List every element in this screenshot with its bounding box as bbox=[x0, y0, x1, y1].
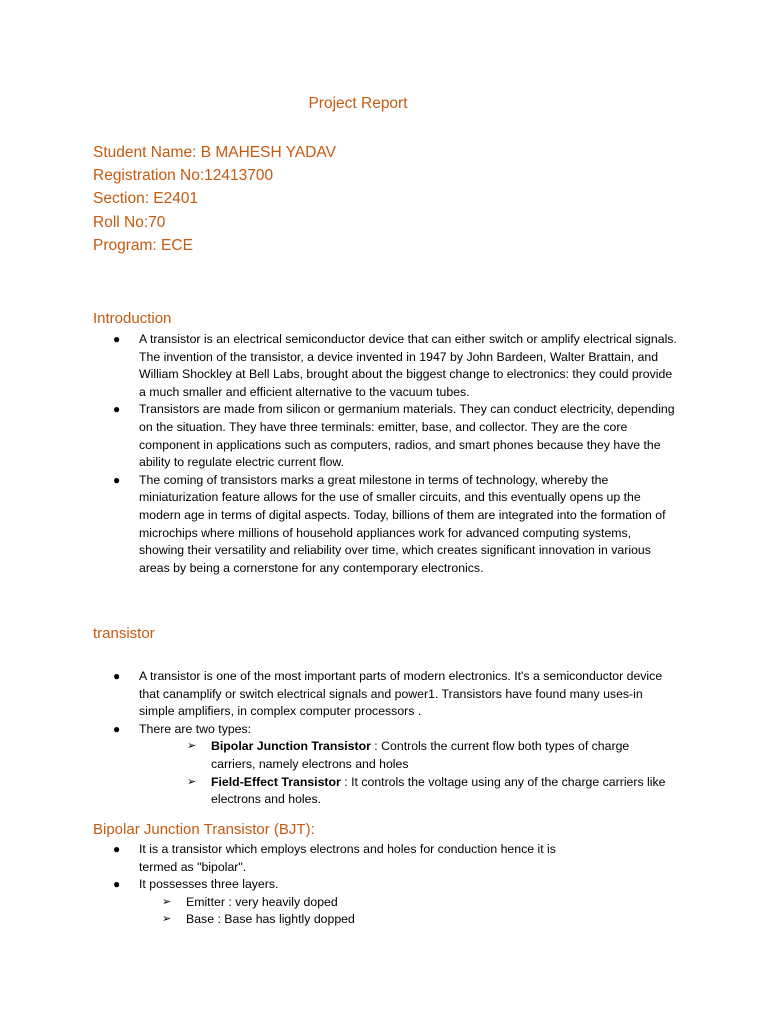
type-name: Bipolar Junction Transistor bbox=[211, 739, 371, 754]
list-item-text: A transistor is an electrical semiconductor device that can either switch or amplify electrical signals. The invention of the transistor, a device invented in 1947 by John Bardeen, Walter Brattain, and William Shockley at Bell Labs, brought about the biggest change to electronics: they could provide a much smaller and efficient alternative to the vacuum tubes. bbox=[139, 332, 677, 399]
layer-text: Base : Base has lightly dopped bbox=[186, 912, 355, 927]
bullet-dot-icon: ● bbox=[113, 669, 121, 683]
student-info bbox=[93, 141, 336, 257]
program: Program: ECE bbox=[93, 236, 193, 254]
type-name: Field-Effect Transistor bbox=[211, 774, 341, 789]
list-item bbox=[113, 841, 683, 876]
list-item-text: The coming of transistors marks a great milestone in terms of technology, whereby the miniaturization feature allows for the use of smaller circuits, and this eventually opens up the modern age in terms of digital aspects. Today, billions of them are integrated into the formation of microchips where millions of household appliances work for advanced computing systems, showing their versatility and reliability over time, which creates significant innovation in various areas by being a cornerstone for any contemporary electronics. bbox=[139, 472, 666, 575]
arrow-bullet-icon: ➢ bbox=[162, 913, 172, 926]
sub-list-item bbox=[113, 911, 683, 929]
introduction-list bbox=[113, 331, 683, 577]
type-description: : It controls the voltage using any of the charge carriers like electrons and holes. bbox=[211, 774, 666, 807]
type-description: : Controls the current flow both types of charge carriers, namely electrons and holes bbox=[211, 739, 630, 771]
list-item-text: There are two types: bbox=[139, 721, 252, 736]
list-item bbox=[113, 331, 683, 401]
bjt-list bbox=[113, 841, 683, 929]
list-item-text: It possesses three layers. bbox=[139, 877, 279, 892]
list-item-text: It is a transistor which employs electrons and holes for conduction hence it is termed as "bipolar". bbox=[139, 842, 556, 874]
bullet-dot-icon: ● bbox=[113, 842, 121, 856]
arrow-bullet-icon: ➢ bbox=[187, 775, 197, 788]
sub-list-item bbox=[113, 894, 683, 912]
layer-text: Emitter : very heavily doped bbox=[186, 894, 338, 909]
bullet-dot-icon: ● bbox=[113, 721, 121, 736]
sub-list-item bbox=[113, 738, 683, 773]
roll-number: Roll No:70 bbox=[93, 213, 166, 231]
registration-number: Registration No:12413700 bbox=[93, 167, 274, 185]
list-item bbox=[113, 721, 683, 739]
bullet-dot-icon: ● bbox=[113, 472, 121, 487]
bullet-dot-icon: ● bbox=[113, 877, 121, 892]
list-item bbox=[113, 401, 683, 471]
student-name: Student Name: B MAHESH YADAV bbox=[93, 144, 336, 161]
list-item bbox=[113, 876, 683, 894]
list-item bbox=[113, 472, 683, 578]
transistor-heading: transistor bbox=[93, 625, 155, 642]
introduction-heading: Introduction bbox=[93, 310, 172, 327]
list-item bbox=[113, 668, 683, 721]
transistor-list bbox=[113, 668, 683, 809]
bullet-dot-icon: ● bbox=[113, 402, 121, 417]
bullet-dot-icon: ● bbox=[113, 332, 121, 346]
list-item-text: A transistor is one of the most important parts of modern electronics. It's a semiconductor device that canamplify or switch electrical signals and power1. Transistors have found many uses-in simple amplifiers, in complex computer processors . bbox=[139, 669, 663, 719]
page-title: Project Report bbox=[308, 95, 408, 112]
arrow-bullet-icon: ➢ bbox=[187, 740, 197, 753]
list-item-text: Transistors are made from silicon or germanium materials. They can conduct electricity, depending on the situation. They have three terminals: emitter, base, and collector. They are the core component in applications such as computers, radios, and smart phones because they have the ability to regulate electric current flow. bbox=[139, 402, 675, 470]
arrow-bullet-icon: ➢ bbox=[162, 895, 172, 908]
section: Section: E2401 bbox=[93, 190, 199, 208]
bjt-heading: Bipolar Junction Transistor (BJT): bbox=[93, 821, 315, 838]
sub-list-item bbox=[113, 774, 683, 809]
